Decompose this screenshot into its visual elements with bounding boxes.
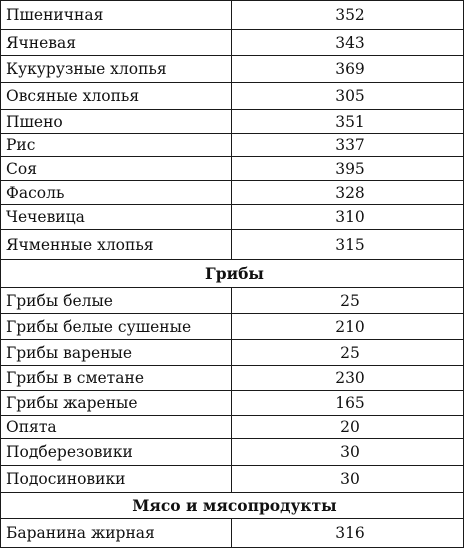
table-row <box>1 181 464 205</box>
calorie-value-cell: 337 <box>232 134 464 157</box>
product-name-cell: Пшеничная <box>1 1 232 30</box>
calorie-value-cell: 30 <box>232 439 464 466</box>
section-title: Грибы <box>1 260 464 288</box>
product-name-cell: Чечевица <box>1 205 232 230</box>
calorie-value-cell: 352 <box>232 1 464 30</box>
calorie-value-cell: 310 <box>232 205 464 230</box>
calorie-value-cell: 369 <box>232 56 464 83</box>
table-row <box>1 83 464 110</box>
calorie-value-cell: 316 <box>232 519 464 548</box>
table-row <box>1 30 464 56</box>
product-name-cell: Грибы жареные <box>1 391 232 416</box>
product-name-cell: Грибы вареные <box>1 340 232 366</box>
table-row <box>1 157 464 181</box>
calorie-value-cell: 30 <box>232 466 464 493</box>
table-row <box>1 340 464 366</box>
table-row <box>1 56 464 83</box>
table-row <box>1 416 464 439</box>
calorie-value-cell: 351 <box>232 110 464 134</box>
product-name-cell: Опята <box>1 416 232 439</box>
table-row <box>1 230 464 260</box>
table-row <box>1 134 464 157</box>
table-row <box>1 1 464 30</box>
calorie-value-cell: 165 <box>232 391 464 416</box>
table-row <box>1 391 464 416</box>
table-row <box>1 288 464 314</box>
calorie-value-cell: 25 <box>232 288 464 314</box>
table-row <box>1 466 464 493</box>
calorie-value-cell: 210 <box>232 314 464 340</box>
calorie-value-cell: 230 <box>232 366 464 391</box>
calorie-value-cell: 20 <box>232 416 464 439</box>
table-row <box>1 110 464 134</box>
product-name-cell: Овсяные хлопья <box>1 83 232 110</box>
product-name-cell: Грибы белые <box>1 288 232 314</box>
calorie-table-body <box>1 1 464 548</box>
calorie-value-cell: 328 <box>232 181 464 205</box>
product-name-cell: Фасоль <box>1 181 232 205</box>
table-row <box>1 314 464 340</box>
table-row <box>1 205 464 230</box>
table-row <box>1 366 464 391</box>
product-name-cell: Ячменные хлопья <box>1 230 232 260</box>
calorie-value-cell: 25 <box>232 340 464 366</box>
calorie-value-cell: 343 <box>232 30 464 56</box>
calorie-value-cell: 395 <box>232 157 464 181</box>
product-name-cell: Соя <box>1 157 232 181</box>
product-name-cell: Ячневая <box>1 30 232 56</box>
section-header-row <box>1 493 464 519</box>
product-name-cell: Рис <box>1 134 232 157</box>
product-name-cell: Кукурузные хлопья <box>1 56 232 83</box>
product-name-cell: Подосиновики <box>1 466 232 493</box>
product-name-cell: Подберезовики <box>1 439 232 466</box>
calorie-value-cell: 315 <box>232 230 464 260</box>
section-header-row <box>1 260 464 288</box>
product-name-cell: Пшено <box>1 110 232 134</box>
table-row <box>1 519 464 548</box>
section-title: Мясо и мясопродукты <box>1 493 464 519</box>
calorie-value-cell: 305 <box>232 83 464 110</box>
table-row <box>1 439 464 466</box>
product-name-cell: Грибы белые сушеные <box>1 314 232 340</box>
product-name-cell: Баранина жирная <box>1 519 232 548</box>
product-name-cell: Грибы в сметане <box>1 366 232 391</box>
